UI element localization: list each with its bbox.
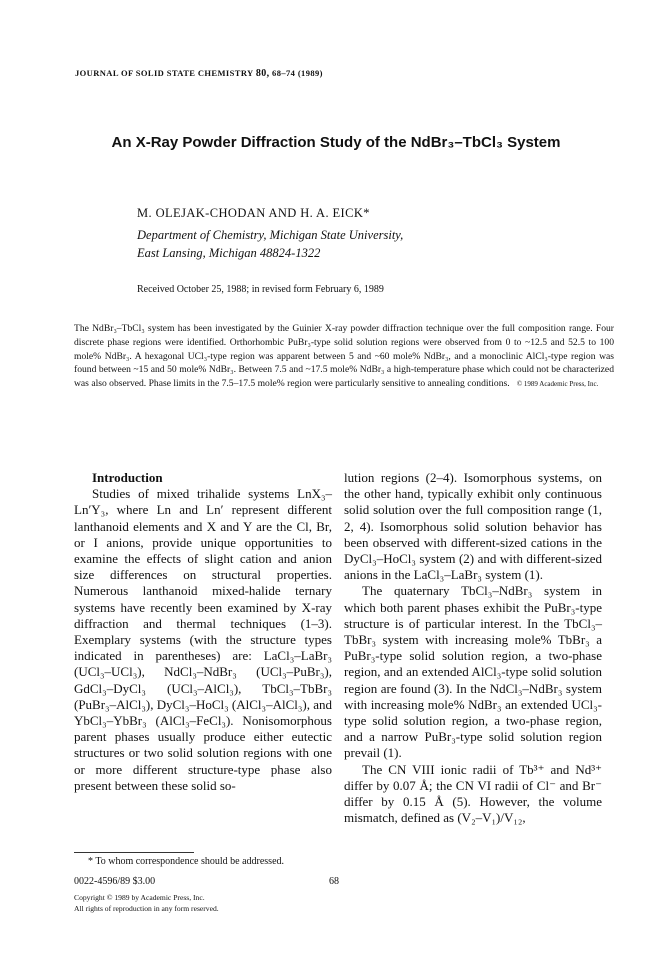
footnote: * To whom correspondence should be addressed. [88,856,285,867]
footnote-divider [74,852,194,853]
right-paragraph-1: lution regions (2–4). Isomorphous systems, on the other hand, typically exhibit only continuous solid solution over the full composition range (1, 2, 4). Isomorphous solid solution behavior has been observed with different-sized cations in the DyCl₃–HoCl₃ system (2) and with different-sized anions in the LaCl₃–LaBr₃ system (1). [344,470,602,583]
right-paragraph-3: The CN VIII ionic radii of Tb³⁺ and Nd³⁺ differ by 0.07 Å; the CN VI radii of Cl⁻ and Br⁻ differ by 0.15 Å (5). However, the volume mismatch, defined as (V₂–V₁)/V₁₂, [344,761,602,826]
page-number: 68 [329,876,339,887]
right-column [344,470,602,826]
right-paragraph-2: The quaternary TbCl₃–NdBr₃ system in which both parent phases exhibit the PuBr₃-type structure is of particular interest. In the TbCl₃–TbBr₃ system with increasing mole% TbBr₃ a PuBr₃-type solid solution region, a two-phase region, and an extended AlCl₃-type solid solution region are found (3). In the NdCl₃–NdBr₃ system with increasing mole% NdBr₃ an extended UCl₃-type solid solution region, a two-phase region, and a narrow PuBr₃-type solid solution region prevail (1). [344,583,602,761]
left-column [74,470,332,794]
journal-volume: 80, [255,68,270,79]
copyright-line-2: All rights of reproduction in any form reserved. [74,903,219,913]
journal-name: JOURNAL OF SOLID STATE CHEMISTRY [75,68,254,78]
price-code: 0022-4596/89 $3.00 [74,876,156,887]
copyright-line-1: Copyright © 1989 by Academic Press, Inc. [74,893,205,902]
affiliation-line-1: Department of Chemistry, Michigan State University, [137,228,404,242]
section-heading-introduction: Introduction [92,470,163,485]
journal-pages: 68–74 (1989) [272,68,323,78]
affiliation [137,226,403,262]
authors: M. OLEJAK-CHODAN AND H. A. EICK* [137,206,370,220]
copyright-block [74,893,219,914]
journal-header [75,68,323,79]
abstract-text: The NdBr₃–TbCl₃ system has been investigated by the Guinier X-ray powder diffraction technique over the full composition range. Four discrete phase regions were identified. Orthorhombic PuBr₃-type solid solution regions were observed from 0 to ~12.5 and 52.5 to 100 mole% NdBr₃. A hexagonal UCl₃-type region was apparent between 5 and ~60 mole% NdBr₃, and a monoclinic AlCl₃-type region was found between ~15 and 50 mole% NdBr₃. Between 7.5 and ~17.5 mole% NdBr₃ a high-temperature phase which could not be characterized was also observed. Phase limits in the 7.5–17.5 mole% region were particularly sensitive to annealing conditions. [74,323,614,390]
abstract [74,322,614,392]
paper-title: An X-Ray Powder Diffraction Study of the NdBr₃–TbCl₃ System [111,134,561,151]
affiliation-line-2: East Lansing, Michigan 48824-1322 [137,246,321,260]
intro-paragraph: Studies of mixed trihalide systems LnX₃–Ln′Y₃, where Ln and Ln′ represent different lanthanoid elements and X and Y are the Cl, Br, or I anions, provide unique opportunities to examine the effects of slight cation and anion size differences on structural properties. Numerous lanthanoid mixed-halide ternary systems have recently been examined by X-ray diffraction and thermal techniques (1–3). Exemplary systems (with the structure types indicated in parentheses) are: LaCl₃–LaBr₃ (UCl₃–UCl₃), NdCl₃–NdBr₃ (UCl₃–PuBr₃), GdCl₃–DyCl₃ (UCl₃–AlCl₃), TbCl₃–TbBr₃ (PuBr₃–AlCl₃), DyCl₃–HoCl₃ (AlCl₃–AlCl₃), and YbCl₃–YbBr₃ (AlCl₃–FeCl₃). Nonisomorphous parent phases usually produce either eutectic structures or two solid solution regions with one or more different structure-type phase also present between these solid so- [74,486,332,793]
received-date: Received October 25, 1988; in revised form February 6, 1989 [137,284,384,295]
abstract-copyright: © 1989 Academic Press, Inc. [516,380,599,389]
